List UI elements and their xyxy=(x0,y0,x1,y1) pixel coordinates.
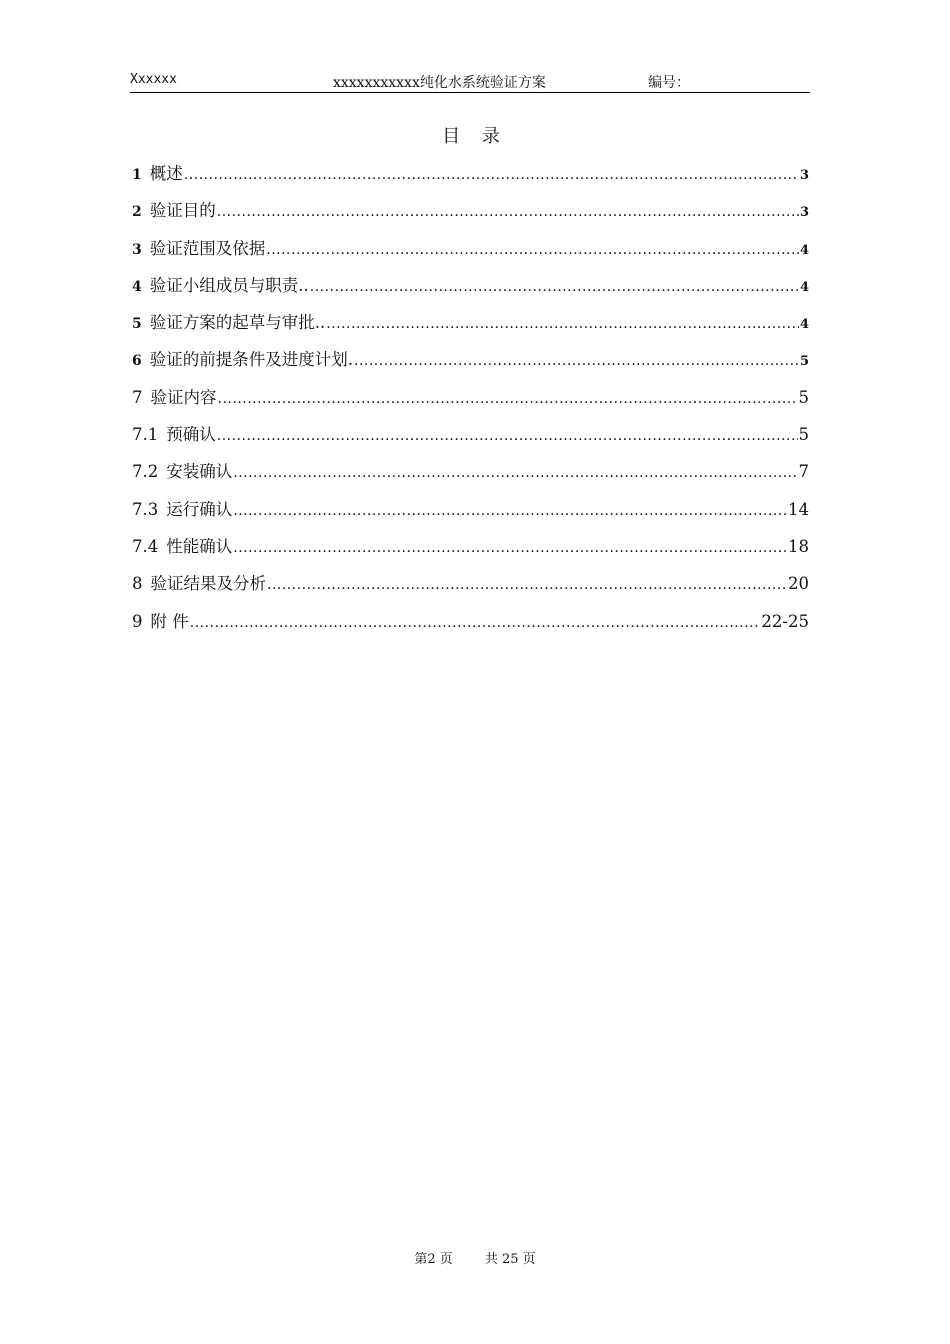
toc-entry-number: 7 xyxy=(132,387,143,407)
toc-entry-number: 9 xyxy=(132,611,143,631)
toc-entry-page: 3 xyxy=(799,168,809,183)
table-of-contents xyxy=(132,160,809,645)
toc-leader-dots xyxy=(184,167,799,183)
toc-entry[interactable] xyxy=(132,421,809,458)
toc-entry-page: 5 xyxy=(799,354,809,370)
footer-page-number: 第2 页 xyxy=(414,1252,453,1267)
toc-entry-page: 4 xyxy=(799,242,809,258)
toc-entry-number: 5 xyxy=(132,316,142,333)
toc-entry-label: 验证结果及分析 xyxy=(150,574,266,594)
toc-entry-page: 20 xyxy=(788,574,809,594)
toc-leader-dots xyxy=(233,465,797,481)
toc-leader-dots xyxy=(233,540,787,556)
toc-entry-page: 4 xyxy=(799,279,809,295)
toc-entry-page: 3 xyxy=(799,205,809,221)
toc-entry-label: 验证目的 xyxy=(149,201,216,221)
toc-entry-page: 18 xyxy=(788,536,809,556)
toc-entry-label: 安装确认 xyxy=(166,462,233,482)
toc-entry-number: 7.1 xyxy=(132,425,159,445)
toc-entry[interactable] xyxy=(132,458,809,495)
toc-entry-label: 运行确认 xyxy=(166,499,233,519)
toc-entry-page: 4 xyxy=(799,317,809,333)
toc-entry-number: 6 xyxy=(132,353,142,370)
toc-entry[interactable] xyxy=(132,533,809,570)
toc-leader-dots xyxy=(218,391,798,407)
toc-entry[interactable] xyxy=(132,160,809,197)
header-document-title: xxxxxxxxxxx纯化水系统验证方案 xyxy=(333,75,546,91)
toc-entry[interactable] xyxy=(132,570,809,607)
toc-entry-number: 8 xyxy=(132,574,143,594)
toc-entry-page: 14 xyxy=(788,499,809,519)
toc-entry[interactable] xyxy=(132,197,809,234)
toc-entry[interactable] xyxy=(132,272,809,309)
toc-entry[interactable] xyxy=(132,235,809,272)
page-header xyxy=(130,70,810,93)
toc-entry-number: 1 xyxy=(132,167,142,183)
toc-entry-label: 验证范围及依据 xyxy=(149,238,266,258)
page-footer xyxy=(0,1248,950,1267)
toc-leader-dots xyxy=(217,428,798,444)
toc-entry-number: 7.2 xyxy=(132,462,159,482)
toc-entry-label: 验证小组成员与职责.. xyxy=(149,275,309,295)
toc-entry-page: 5 xyxy=(798,425,809,445)
toc-entry-label: 概述 xyxy=(149,164,183,183)
toc-entry-number: 4 xyxy=(132,278,142,295)
toc-leader-dots xyxy=(266,242,799,258)
toc-entry[interactable] xyxy=(132,346,809,383)
toc-leader-dots xyxy=(310,279,799,295)
toc-leader-dots xyxy=(233,503,787,519)
toc-entry-label: 附 件 xyxy=(150,611,189,631)
toc-entry[interactable] xyxy=(132,608,809,645)
toc-entry[interactable] xyxy=(132,496,809,533)
toc-entry[interactable] xyxy=(132,309,809,346)
toc-entry-page: 7 xyxy=(798,462,809,482)
header-company: Xxxxxx xyxy=(130,72,177,87)
header-document-number: 编号： xyxy=(648,75,690,91)
footer-total-pages: 共 25 页 xyxy=(484,1252,536,1267)
toc-entry-label: 验证的前提条件及进度计划. xyxy=(149,350,353,370)
toc-entry-number: 7.4 xyxy=(132,536,159,556)
toc-entry-page: 22-25 xyxy=(761,611,809,631)
toc-leader-dots xyxy=(190,615,761,631)
toc-title: 目 录 xyxy=(442,126,508,147)
toc-entry-number: 3 xyxy=(132,241,142,258)
toc-entry[interactable] xyxy=(132,384,809,421)
toc-leader-dots xyxy=(354,353,799,369)
toc-entry-label: 性能确认 xyxy=(166,536,233,556)
toc-entry-label: 验证方案的起草与审批.. xyxy=(149,313,326,333)
toc-entry-label: 验证内容 xyxy=(150,387,217,407)
toc-leader-dots xyxy=(217,204,799,220)
toc-entry-number: 7.3 xyxy=(132,499,159,519)
toc-entry-number: 2 xyxy=(132,204,142,221)
toc-leader-dots xyxy=(267,577,787,593)
toc-entry-label: 预确认 xyxy=(166,425,216,445)
toc-leader-dots xyxy=(326,316,799,332)
toc-entry-page: 5 xyxy=(798,387,809,407)
